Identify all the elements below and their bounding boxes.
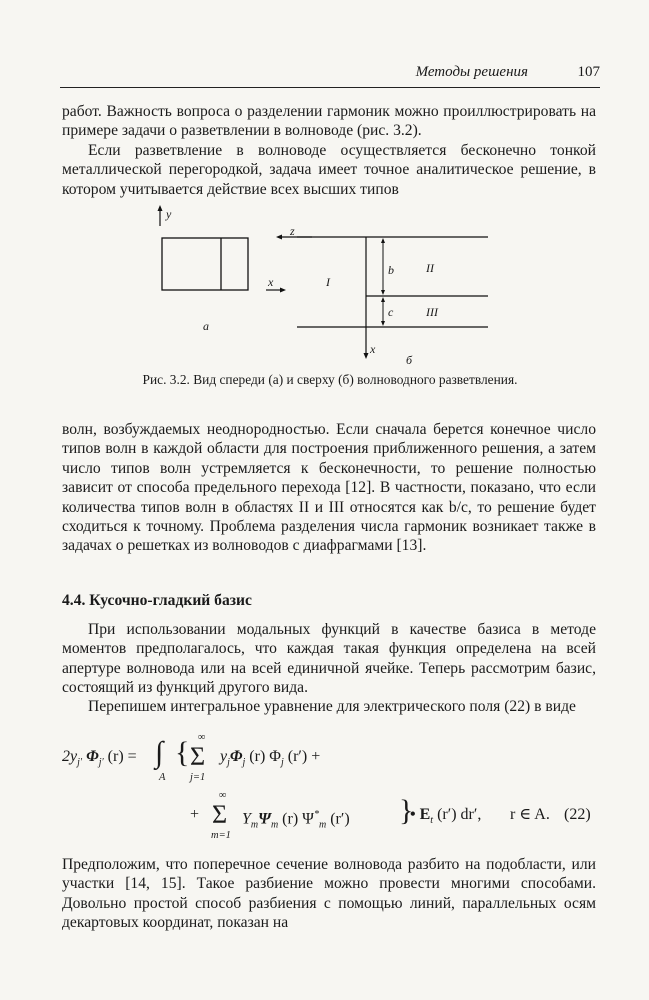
- label-view-b: б: [406, 353, 413, 367]
- z-axis-arrowhead: [276, 235, 282, 240]
- running-title: Методы решения: [415, 64, 528, 80]
- paragraph-branching: Если разветвление в волноводе осуществляется бесконечно тонкой металлической перегородкой, задача имеет точное аналитическое решение, в котором учитывается действие всех высших типов: [62, 142, 596, 198]
- eq-term1: $y_j\Phi_j$ (r) $\Phi_j$ (r′) +: [220, 748, 321, 769]
- eq-line2-plus: +: [190, 806, 200, 823]
- label-x-top: x: [370, 342, 376, 356]
- integral-domain: A: [159, 772, 166, 783]
- paragraph-rewrite: Перепишем интегральное уравнение для электрического поля (22) в виде: [88, 698, 576, 715]
- paragraph-subdomains: Предположим, что поперечное сечение волновода разбито на подобласти, или участки [14, 15]. Такое разбиение можно провести многими способами. Довольно простой способ разбиения с помощью линий, параллельных осям декартовых координат, показан на: [62, 856, 596, 932]
- label-b: b: [388, 263, 394, 277]
- figure-waveguide-branching: [150, 200, 510, 370]
- paragraph-modes: волн, возбуждаемых неоднородностью. Если сначала берется конечное число типов волн в каждой области для построения приближенного решения, а затем число типов волн устремляется к бесконечности, то решение полностью зависит от способа предельного перехода [12]. В частности, показано, что если количества типов волн в областях II и III относятся как b/c, то решение будет сходиться к точному. Проблема разделения числа гармоник возникает также в задачах о решетках из волноводов с диафрагмами [13].: [62, 421, 596, 555]
- equation-22: [62, 732, 602, 848]
- eq-lhs: $2y_{j'}$ $\Phi_{j'}$ (r) =: [62, 748, 137, 769]
- header-rule: [60, 87, 600, 88]
- front-view-rectangle: [162, 238, 248, 290]
- paragraph-basis: При использовании модальных функций в качестве базиса в методе моментов предполагалось, что каждая такая функция определена на всей апертуре волновода или на всей единичной ячейке. Теперь рассмотрим базис, состоящий из функций другого вида.: [62, 621, 596, 697]
- sum2-upper: ∞: [219, 790, 227, 801]
- sum1-sign: Σ: [190, 742, 206, 771]
- sum2-sign: Σ: [212, 800, 228, 829]
- page-number: 107: [577, 64, 600, 80]
- left-brace: {: [175, 736, 190, 769]
- label-z: z: [290, 224, 295, 238]
- x-axis-arrowhead-front: [280, 288, 286, 293]
- integral-sign: ∫: [155, 736, 164, 769]
- figure-caption: Рис. 3.2. Вид спереди (а) и сверху (б) волноводного разветвления.: [142, 372, 518, 387]
- label-c: c: [388, 305, 394, 319]
- paragraph-continued: работ. Важность вопроса о разделении гармоник можно проиллюстрировать на примере задачи о разветвлении в волноводе (рис. 3.2).: [62, 103, 596, 140]
- right-brace: }: [399, 794, 414, 827]
- label-region-I: I: [326, 275, 330, 289]
- section-heading: 4.4. Кусочно-гладкий базис: [62, 592, 252, 609]
- waveguide-diagram: [150, 200, 510, 370]
- eq-field: • $E_t$ (r′) dr′,: [410, 806, 482, 827]
- label-y: y: [166, 207, 172, 221]
- label-view-a: а: [203, 319, 209, 333]
- sum1-upper: ∞: [198, 732, 206, 743]
- y-axis-arrowhead: [158, 205, 163, 211]
- label-region-II: II: [426, 261, 434, 275]
- equation-number: (22): [564, 806, 591, 823]
- sum1-lower: j=1: [190, 772, 206, 783]
- label-x-front: x: [268, 275, 274, 289]
- eq-term2: $Y_m\Psi_m$ (r) $\Psi^*_m$ (r′): [242, 809, 350, 831]
- x-axis-arrowhead-top: [364, 353, 369, 359]
- running-head: [60, 60, 600, 88]
- eq-domain-condition: r ∈ A.: [510, 806, 550, 823]
- sum2-lower: m=1: [211, 830, 231, 841]
- label-region-III: III: [426, 305, 438, 319]
